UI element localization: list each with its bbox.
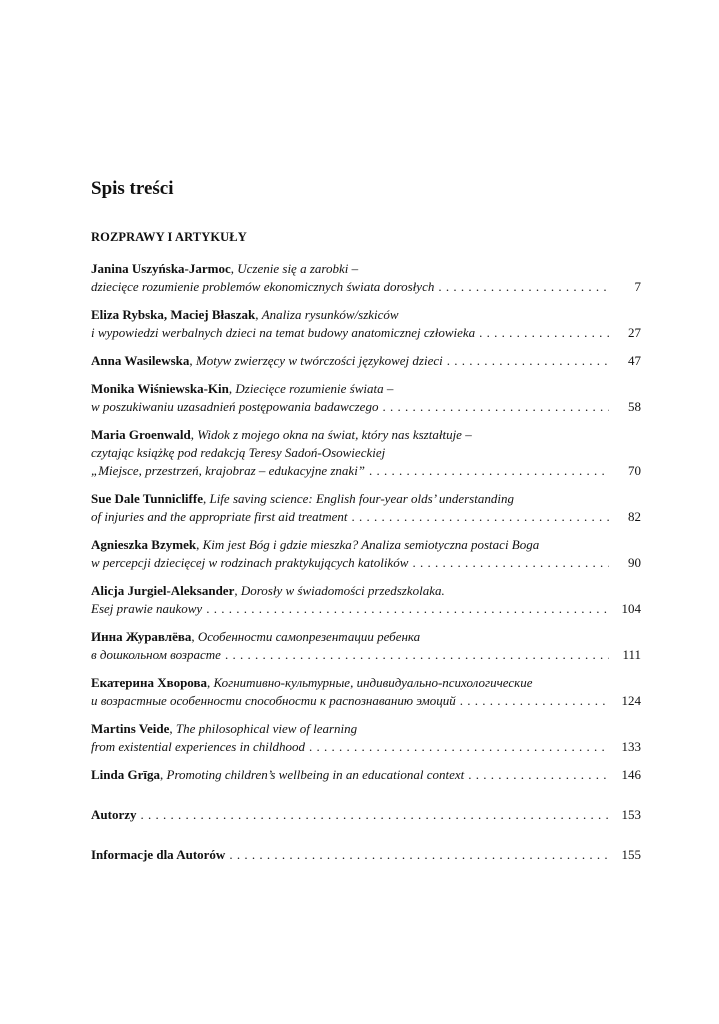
toc-entry-author: Monika Wiśniewska-Kin [91, 381, 229, 396]
dot-leader [229, 846, 609, 864]
dot-leader [460, 692, 609, 710]
toc-extra-entry [91, 846, 641, 864]
toc-entry [91, 582, 641, 618]
toc-entry-text [91, 445, 385, 460]
toc-entry-line [91, 278, 641, 296]
toc-entry-page: 7 [634, 279, 641, 294]
toc-entry-text: Maria Groenwald, Widok z mojego okna na świat, który nas kształtuje – [91, 427, 472, 442]
toc-entry-title: Kim jest Bóg i gdzie mieszka? Analiza semiotyczna postaci Boga [202, 537, 540, 552]
toc-entry-line [91, 324, 641, 342]
toc-entry-page: 111 [622, 647, 641, 662]
toc-entry-text: Alicja Jurgiel-Aleksander, Dorosły w świadomości przedszkolaka. [91, 583, 445, 598]
toc-entry-title: Life saving science: English four-year olds’ understanding [209, 491, 514, 506]
toc-entry [91, 720, 641, 756]
toc-entry-text [91, 600, 202, 618]
toc-entry-line [91, 380, 641, 398]
toc-entry-line [91, 462, 641, 480]
toc-entry-author: Anna Wasilewska [91, 353, 190, 368]
toc-entry-page: 90 [628, 555, 641, 570]
dot-leader [141, 806, 610, 824]
toc-entry-title: Motyw zwierzęcy w twórczości językowej dzieci [195, 353, 443, 368]
toc-entry-author: Maria Groenwald [91, 427, 191, 442]
toc-entry-line [91, 738, 641, 756]
dot-leader [206, 600, 609, 618]
toc-entry-text: Екатерина Хворова, Когнитивно-культурные, индивидуально-психологические [91, 675, 533, 690]
toc-entry-text: Agnieszka Bzymek, Kim jest Bóg i gdzie mieszka? Analiza semiotyczna postaci Boga [91, 537, 540, 552]
dot-leader [352, 508, 609, 526]
toc-entry-page: 124 [621, 693, 641, 708]
toc-extra-label: Informacje dla Autorów [91, 847, 226, 862]
toc-entry-text [91, 278, 434, 296]
toc-entry-text: Sue Dale Tunnicliffe, Life saving science: English four-year olds’ understanding [91, 491, 514, 506]
toc-entry-author: Alicja Jurgiel-Aleksander [91, 583, 235, 598]
toc-entry [91, 352, 641, 370]
toc-entry-page: 58 [628, 399, 641, 414]
toc-entry-line [91, 536, 641, 554]
toc-entry-author: Janina Uszyńska-Jarmoc [91, 261, 231, 276]
table-of-contents [91, 260, 641, 874]
toc-entry-title: i wypowiedzi werbalnych dzieci na temat budowy anatomicznej człowieka [91, 325, 476, 340]
toc-entry-text: Инна Журавлёва, Особенности самопрезентации ребенка [91, 629, 421, 644]
toc-extra-label: Autorzy [91, 807, 137, 822]
toc-entry-title: Esej prawie naukowy [91, 601, 203, 616]
toc-entry-title: from existential experiences in childhood [91, 739, 305, 754]
toc-entry-line [91, 398, 641, 416]
toc-entry-line [91, 554, 641, 572]
toc-entry-title: Analiza rysunków/szkiców [261, 307, 399, 322]
toc-entry [91, 426, 641, 480]
toc-entry-title: dziecięce rozumienie problemów ekonomicznych świata dorosłych [91, 279, 435, 294]
toc-entry-title: в дошкольном возрасте [91, 647, 221, 662]
toc-entry-title: Uczenie się a zarobki – [237, 261, 359, 276]
toc-entry-title: Dziecięce rozumienie świata – [235, 381, 394, 396]
toc-entry-page: 47 [628, 353, 641, 368]
toc-entry-author: Инна Журавлёва [91, 629, 192, 644]
toc-entry-line [91, 766, 641, 784]
toc-entry-text [91, 508, 348, 526]
toc-entry-page: 27 [628, 325, 641, 340]
dot-leader [369, 462, 609, 480]
dot-leader [412, 554, 609, 572]
toc-entry-line [91, 720, 641, 738]
toc-entry-text: Anna Wasilewska, Motyw zwierzęcy w twórczości językowej dzieci [91, 353, 443, 368]
toc-entry-author: Екатерина Хворова [91, 675, 207, 690]
toc-entry-title: Особенности самопрезентации ребенка [197, 629, 421, 644]
dot-leader [382, 398, 609, 416]
toc-entry-title: of injuries and the appropriate first aid treatment [91, 509, 348, 524]
toc-entry-text [91, 738, 305, 756]
toc-entry-line [91, 426, 641, 444]
toc-entry-title: Widok z mojego okna na świat, który nas kształtuje – [197, 427, 472, 442]
toc-entry-title: Когнитивно-культурные, индивидуально-психологические [213, 675, 533, 690]
toc-entry-page: 153 [621, 807, 641, 822]
toc-entry-title: w poszukiwaniu uzasadnień postępowania badawczego [91, 399, 379, 414]
section-heading: ROZPRAWY I ARTYKUŁY [91, 230, 247, 244]
toc-entry [91, 674, 641, 710]
toc-entry-text: Eliza Rybska, Maciej Błaszak, Analiza rysunków/szkiców [91, 307, 399, 322]
toc-entry-line [91, 674, 641, 692]
toc-entry-page: 104 [621, 601, 641, 616]
toc-entry-text [91, 692, 456, 710]
toc-entry [91, 306, 641, 342]
toc-entry-line [91, 306, 641, 324]
toc-entry-line [91, 600, 641, 618]
toc-entry-line [91, 508, 641, 526]
dot-leader [225, 646, 609, 664]
toc-entry [91, 380, 641, 416]
page-title: Spis treści [91, 178, 174, 199]
toc-entry-page: 82 [628, 509, 641, 524]
toc-entry-author: Martins Veide [91, 721, 170, 736]
toc-entry [91, 260, 641, 296]
toc-entry-page: 133 [621, 739, 641, 754]
toc-entry-title: Promoting children’s wellbeing in an educational context [166, 767, 465, 782]
toc-entry [91, 536, 641, 572]
toc-extra-entry [91, 806, 641, 824]
toc-entry-text [91, 554, 408, 572]
toc-entry-author: Sue Dale Tunnicliffe [91, 491, 203, 506]
toc-entry-line [91, 490, 641, 508]
toc-entry-line [91, 352, 641, 370]
toc-entry-title: czytając książkę pod redakcją Teresy Sadoń-Osowieckiej [91, 445, 386, 460]
toc-entry-text: Janina Uszyńska-Jarmoc, Uczenie się a zarobki – [91, 261, 359, 276]
toc-entry-text: Linda Grīga, Promoting children’s wellbeing in an educational context [91, 767, 465, 782]
toc-entry-line [91, 444, 641, 462]
dot-leader [468, 766, 609, 784]
toc-entry-author: Agnieszka Bzymek [91, 537, 197, 552]
toc-entry-title: The philosophical view of learning [175, 721, 358, 736]
toc-entry-title: „Miejsce, przestrzeń, krajobraz – edukacyjne znaki” [91, 463, 366, 478]
toc-entry-line [91, 260, 641, 278]
toc-entry-line [91, 646, 641, 664]
toc-entry-author: Eliza Rybska, Maciej Błaszak [91, 307, 256, 322]
toc-entry-page: 155 [621, 847, 641, 862]
toc-entry-title: w percepcji dziecięcej w rodzinach praktykujących katolików [91, 555, 409, 570]
dot-leader [447, 352, 609, 370]
toc-entry-text: Martins Veide, The philosophical view of learning [91, 721, 358, 736]
toc-entry-text: Monika Wiśniewska-Kin, Dziecięce rozumienie świata – [91, 381, 394, 396]
dot-leader [479, 324, 609, 342]
toc-entry-line [91, 846, 641, 864]
toc-entry-author: Linda Grīga [91, 767, 160, 782]
toc-entry-title: Dorosły w świadomości przedszkolaka. [240, 583, 445, 598]
toc-entry-text [91, 398, 378, 416]
toc-entry [91, 766, 641, 784]
toc-entry-title: и возрастные особенности способности к распознаванию эмоций [91, 693, 456, 708]
dot-leader [438, 278, 609, 296]
toc-entry-line [91, 692, 641, 710]
toc-entry-text [91, 646, 221, 664]
toc-entry-line [91, 628, 641, 646]
toc-entry-text [91, 462, 365, 480]
toc-entry-line [91, 806, 641, 824]
toc-entry-text [91, 324, 475, 342]
toc-entry-page: 70 [628, 463, 641, 478]
toc-entry [91, 490, 641, 526]
dot-leader [309, 738, 609, 756]
toc-entry-page: 146 [621, 767, 641, 782]
toc-entry-line [91, 582, 641, 600]
toc-entry [91, 628, 641, 664]
